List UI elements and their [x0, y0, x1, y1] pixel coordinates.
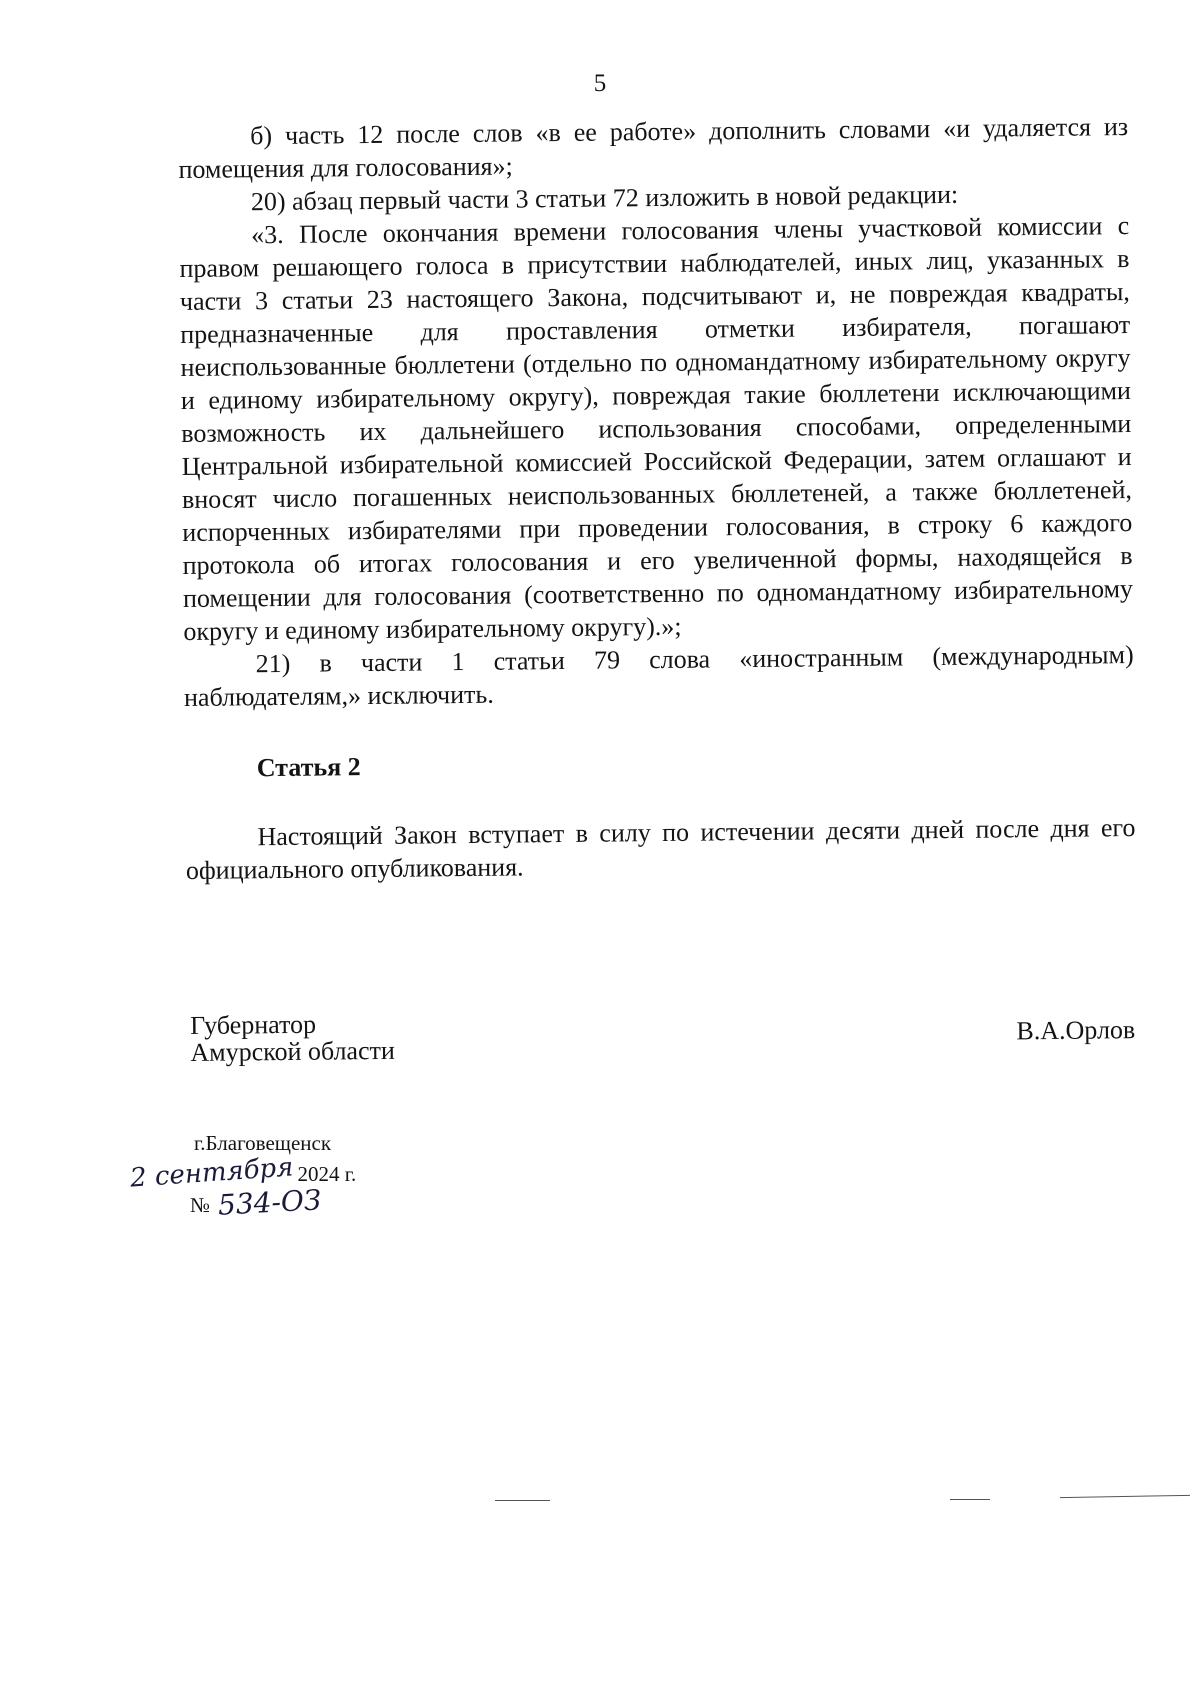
handwritten-date: 2 сентября	[129, 1152, 295, 1194]
year: 2024 г.	[297, 1162, 357, 1186]
document-body	[178, 110, 1136, 887]
signer-title	[190, 1008, 551, 1066]
signature-block	[189, 1002, 1136, 1067]
signer-name: В.А.Орлов	[1016, 1015, 1136, 1046]
paragraph-21: 21) в части 1 статьи 79 слова «иностранным (международным) наблюдателям,» исключить.	[183, 640, 1134, 712]
signer-title-line1: Губернатор	[189, 1009, 317, 1040]
scan-mark-right	[950, 1499, 990, 1500]
paragraph-20: 20) абзац первый части 3 статьи 72 изложить в новой редакции:	[250, 179, 959, 217]
handwritten-law-number: 534-ОЗ	[217, 1183, 323, 1222]
paragraph-b: б) часть 12 после слов «в ее работе» дополнить словами «и удаляется из помещения для голосования»;	[178, 112, 1129, 184]
number-sign: №	[190, 1193, 211, 1217]
date-line	[129, 1152, 357, 1194]
city: г.Благовещенск	[194, 1131, 332, 1155]
signer-title-line2: Амурской области	[190, 1035, 395, 1067]
scan-mark-far-right	[1060, 1495, 1190, 1498]
page-number: 5	[593, 70, 607, 97]
law-number-line	[190, 1183, 323, 1222]
article-text: Настоящий Закон вступает в силу по истечении десяти дней после дня его официального опубликования.	[185, 813, 1136, 885]
paragraph-new-edition: «3. После окончания времени голосования члены участковой комиссии с правом решающего голоса в присутствии наблюдателей, иных лиц, указанных в части 3 статьи 23 настоящего Закона, подсчитывают и, не повреждая квадраты, предназначенные для проставления отметки избирателя, погашают неиспользованные бюллетени (отдельно по одномандатному избирательному округу и единому избирательному округу), повреждая такие бюллетени исключающими возможность их дальнейшего использования способами, определенными Центральной избирательной комиссией Российской Федерации, затем оглашают и вносят число погашенных неиспользованных бюллетеней, а также бюллетеней, испорченных избирателями при проведении голосования, в строку 6 каждого протокола об итогах голосования и его увеличенной формы, находящейся в помещении для голосования (соответственно по одномандатному избирательному округу и единому избирательному округу).»;	[179, 211, 1134, 646]
scan-mark-left	[495, 1500, 550, 1501]
article-heading: Статья 2	[256, 752, 361, 783]
